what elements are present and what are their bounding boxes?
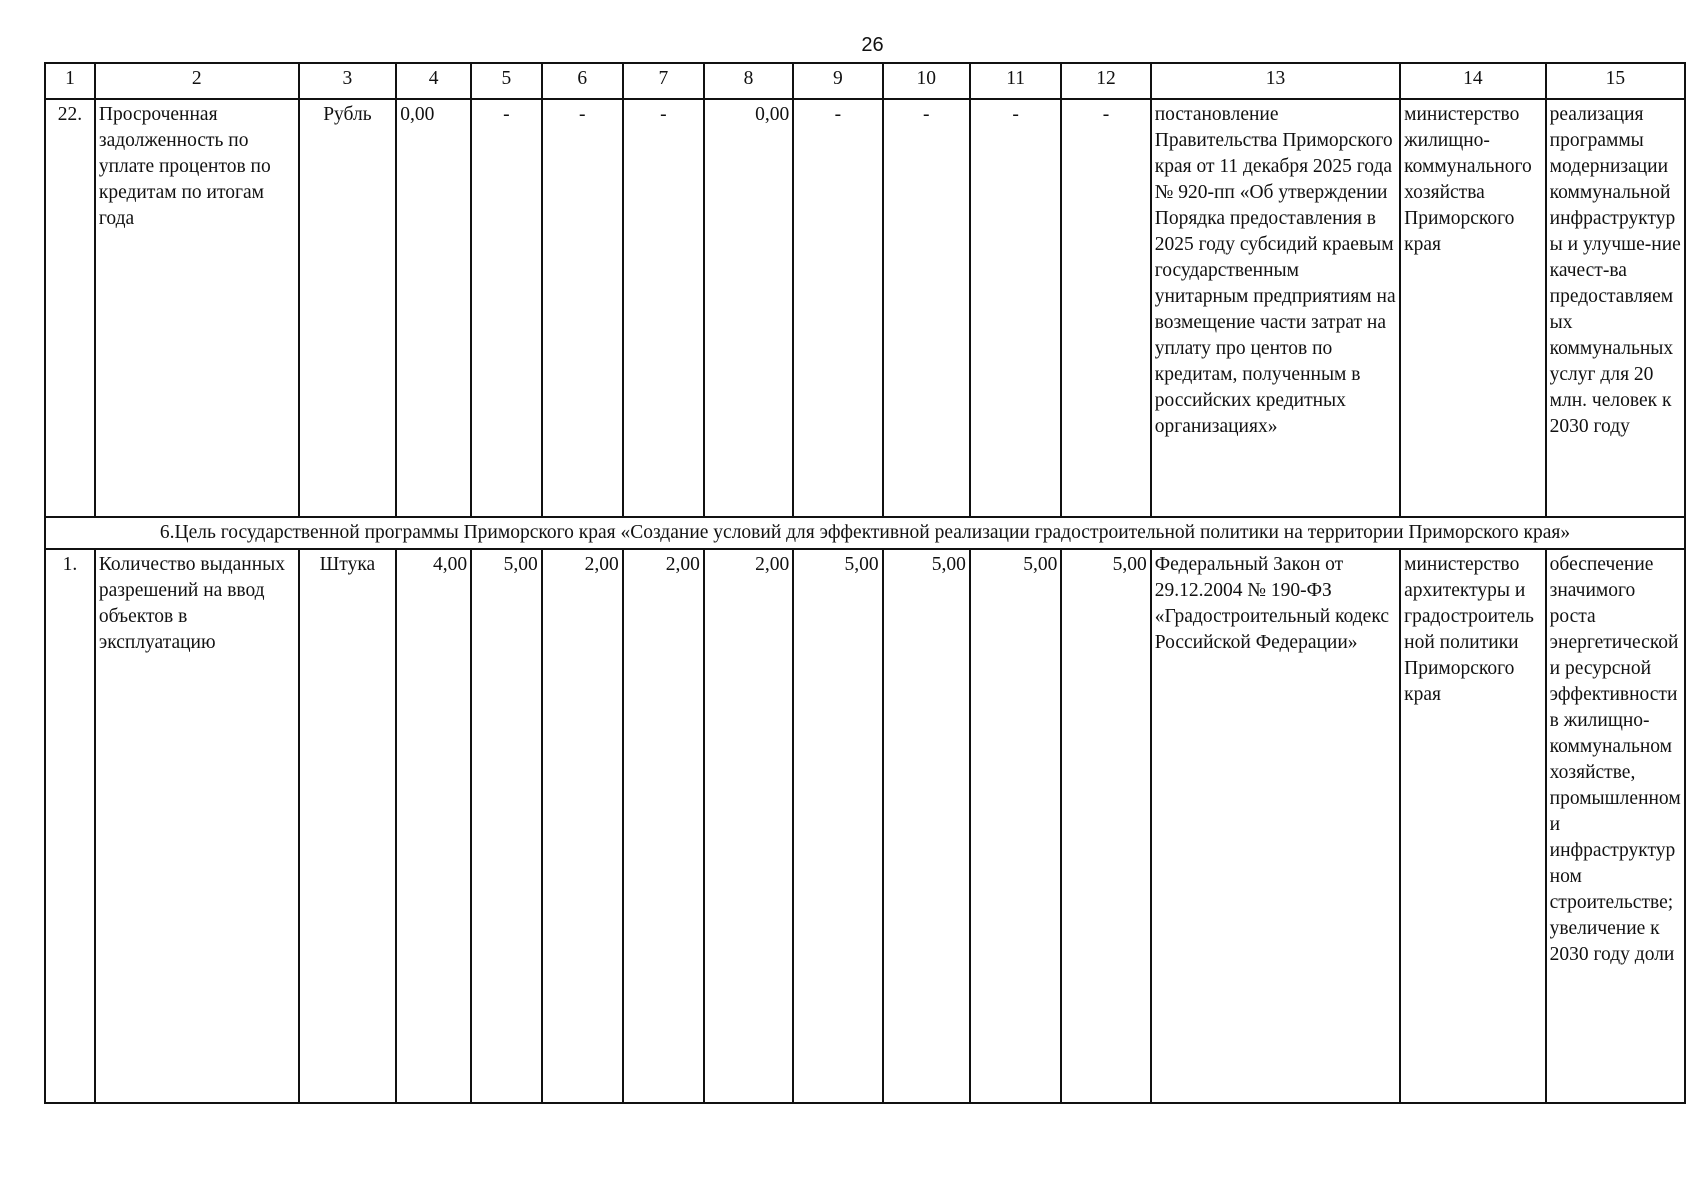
value-cell: 4,00 (396, 549, 471, 1103)
responsible-body: министерство архитектуры и градостроительной политики Приморского края (1400, 549, 1546, 1103)
value-cell: - (623, 99, 704, 517)
column-number: 10 (883, 63, 970, 99)
column-number: 5 (471, 63, 542, 99)
expected-result: реализация программы модернизации коммунальной инфраструктуры и улучше-ние качест-ва предоставляемых коммунальных услуг для 20 млн. человек к 2030 году (1546, 99, 1685, 517)
value-cell: 5,00 (793, 549, 882, 1103)
value-cell: 0,00 (704, 99, 793, 517)
legal-document: Федеральный Закон от 29.12.2004 № 190-ФЗ «Градостроительный кодекс Российской Федерации» (1151, 549, 1400, 1103)
goal-row (45, 517, 1685, 549)
value-cell: - (1061, 99, 1150, 517)
unit: Штука (299, 549, 397, 1103)
value-cell: - (471, 99, 542, 517)
column-number: 7 (623, 63, 704, 99)
unit: Рубль (299, 99, 397, 517)
indicators-table (44, 62, 1686, 1104)
value-cell: - (793, 99, 882, 517)
responsible-body: министерство жилищно-коммунального хозяйства Приморского края (1400, 99, 1546, 517)
value-cell: - (542, 99, 623, 517)
column-number: 8 (704, 63, 793, 99)
table-row (45, 99, 1685, 517)
value-cell: - (970, 99, 1061, 517)
value-cell: 5,00 (471, 549, 542, 1103)
value-cell: 5,00 (883, 549, 970, 1103)
column-number: 13 (1151, 63, 1400, 99)
legal-document: постановление Правительства Приморского края от 11 декабря 2025 года № 920-пп «Об утверждении Порядка предоставления в 2025 году субсидий краевым государственным унитарным предприятиям на возмещение части затрат на уплату про центов по кредитам, полученным в российских кредитных организациях» (1151, 99, 1400, 517)
value-cell: 2,00 (542, 549, 623, 1103)
value-cell: 2,00 (623, 549, 704, 1103)
indicator-name: Просроченная задолженность по уплате процентов по кредитам по итогам года (95, 99, 299, 517)
column-number: 15 (1546, 63, 1685, 99)
column-number: 9 (793, 63, 882, 99)
column-number: 6 (542, 63, 623, 99)
row-number: 1. (45, 549, 95, 1103)
expected-result: обеспечение значимого роста энергетической и ресурсной эффективности в жилищно-коммунальном хозяйстве, промышленном и инфраструктурном строительстве; увеличение к 2030 году доли (1546, 549, 1685, 1103)
value-cell: 5,00 (970, 549, 1061, 1103)
column-number: 1 (45, 63, 95, 99)
indicator-name: Количество выданных разрешений на ввод объектов в эксплуатацию (95, 549, 299, 1103)
value-cell: - (883, 99, 970, 517)
column-number: 14 (1400, 63, 1546, 99)
table-row (45, 549, 1685, 1103)
goal-heading: 6.Цель государственной программы Приморского края «Создание условий для эффективной реализации градостроительной политики на территории Приморского края» (45, 517, 1685, 549)
value-cell: 2,00 (704, 549, 793, 1103)
value-cell: 0,00 (396, 99, 471, 517)
row-number: 22. (45, 99, 95, 517)
column-number: 11 (970, 63, 1061, 99)
column-number: 4 (396, 63, 471, 99)
page-number: 26 (861, 34, 884, 56)
column-number: 2 (95, 63, 299, 99)
value-cell: 5,00 (1061, 549, 1150, 1103)
column-number: 3 (299, 63, 397, 99)
column-number: 12 (1061, 63, 1150, 99)
column-number-row (45, 63, 1685, 99)
